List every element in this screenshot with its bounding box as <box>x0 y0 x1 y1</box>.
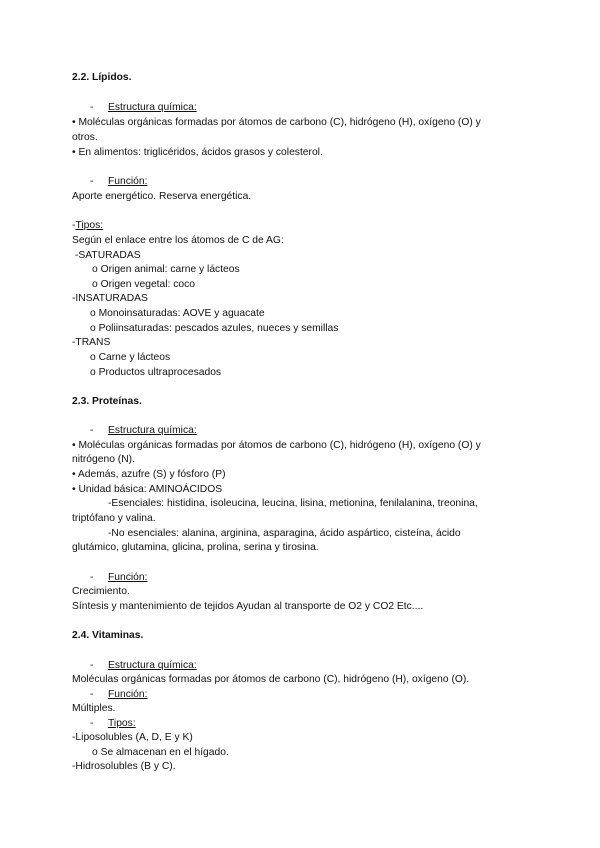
text-line: • Moléculas orgánicas formadas por átomos de carbono (C), hidrógeno (H), oxígeno (O) y <box>72 117 481 128</box>
tipos-prefix: - <box>72 220 76 231</box>
label-estructura-vitaminas: Estructura química: <box>108 660 197 671</box>
text-line: Crecimiento. <box>72 586 130 597</box>
list-item: o Poliinsaturadas: pescados azules, nueces y semillas <box>90 323 339 334</box>
label-funcion-proteinas: Función: <box>108 572 148 583</box>
text-line: • Unidad básica: AMINOÁCIDOS <box>72 484 223 495</box>
list-item: o Origen animal: carne y lácteos <box>92 264 240 275</box>
list-item: o Origen vegetal: coco <box>92 279 196 290</box>
heading-vitaminas: 2.4. Vitaminas. <box>72 630 144 641</box>
label-insaturadas: -INSATURADAS <box>72 293 148 304</box>
text-line: Múltiples. <box>72 703 116 714</box>
list-item: o Carne y lácteos <box>90 352 171 363</box>
label-tipos-vitaminas: Tipos: <box>108 718 136 729</box>
label-estructura-lipidos: Estructura química: <box>108 102 197 113</box>
label-funcion-lipidos: Función: <box>108 176 148 187</box>
label-trans: -TRANS <box>72 337 111 348</box>
label-saturadas: -SATURADAS <box>75 250 141 261</box>
text-line: Síntesis y mantenimiento de tejidos Ayudan al transporte de O2 y CO2 Etc.... <box>72 601 424 612</box>
list-item: o Productos ultraprocesados <box>90 367 222 378</box>
text-line: • En alimentos: triglicéridos, ácidos grasos y colesterol. <box>72 147 323 158</box>
text-line: Según el enlace entre los átomos de C de AG: <box>72 235 284 246</box>
dash: - <box>90 689 94 700</box>
text-line: • Además, azufre (S) y fósforo (P) <box>72 469 226 480</box>
dash: - <box>90 425 94 436</box>
text-line: glutámico, glutamina, glicina, prolina, serina y tirosina. <box>72 542 319 553</box>
list-item: o Se almacenan en el hígado. <box>92 747 229 758</box>
label-estructura-proteinas: Estructura química: <box>108 425 197 436</box>
dash: - <box>90 102 94 113</box>
text-line: -Hidrosolubles (B y C). <box>72 761 176 772</box>
dash: - <box>90 660 94 671</box>
dash: - <box>90 176 94 187</box>
tipos-label: Tipos: <box>75 220 104 231</box>
dash: - <box>90 572 94 583</box>
text-line: otros. <box>72 132 98 143</box>
list-item: o Monoinsaturadas: AOVE y aguacate <box>90 308 265 319</box>
text-line: triptófano y valina. <box>72 513 156 524</box>
text-line: Moléculas orgánicas formadas por átomos de carbono (C), hidrógeno (H), oxígeno (O). <box>72 674 470 685</box>
heading-proteinas: 2.3. Proteínas. <box>72 396 142 407</box>
text-line: Aporte energético. Reserva energética. <box>72 191 252 202</box>
label-funcion-vitaminas: Función: <box>108 689 148 700</box>
text-line: • Moléculas orgánicas formadas por átomos de carbono (C), hidrógeno (H), oxígeno (O) y <box>72 440 481 451</box>
dash: - <box>90 718 94 729</box>
text-line: -Liposolubles (A, D, E y K) <box>72 732 193 743</box>
text-line: -Esenciales: histidina, isoleucina, leucina, lisina, metionina, fenilalanina, treonina, <box>108 498 478 509</box>
text-line: -No esenciales: alanina, arginina, asparagina, ácido aspártico, cisteína, ácido <box>108 528 461 539</box>
label-tipos-lipidos <box>72 219 103 233</box>
heading-lipidos: 2.2. Lípidos. <box>72 72 132 83</box>
text-line: nitrógeno (N). <box>72 454 135 465</box>
